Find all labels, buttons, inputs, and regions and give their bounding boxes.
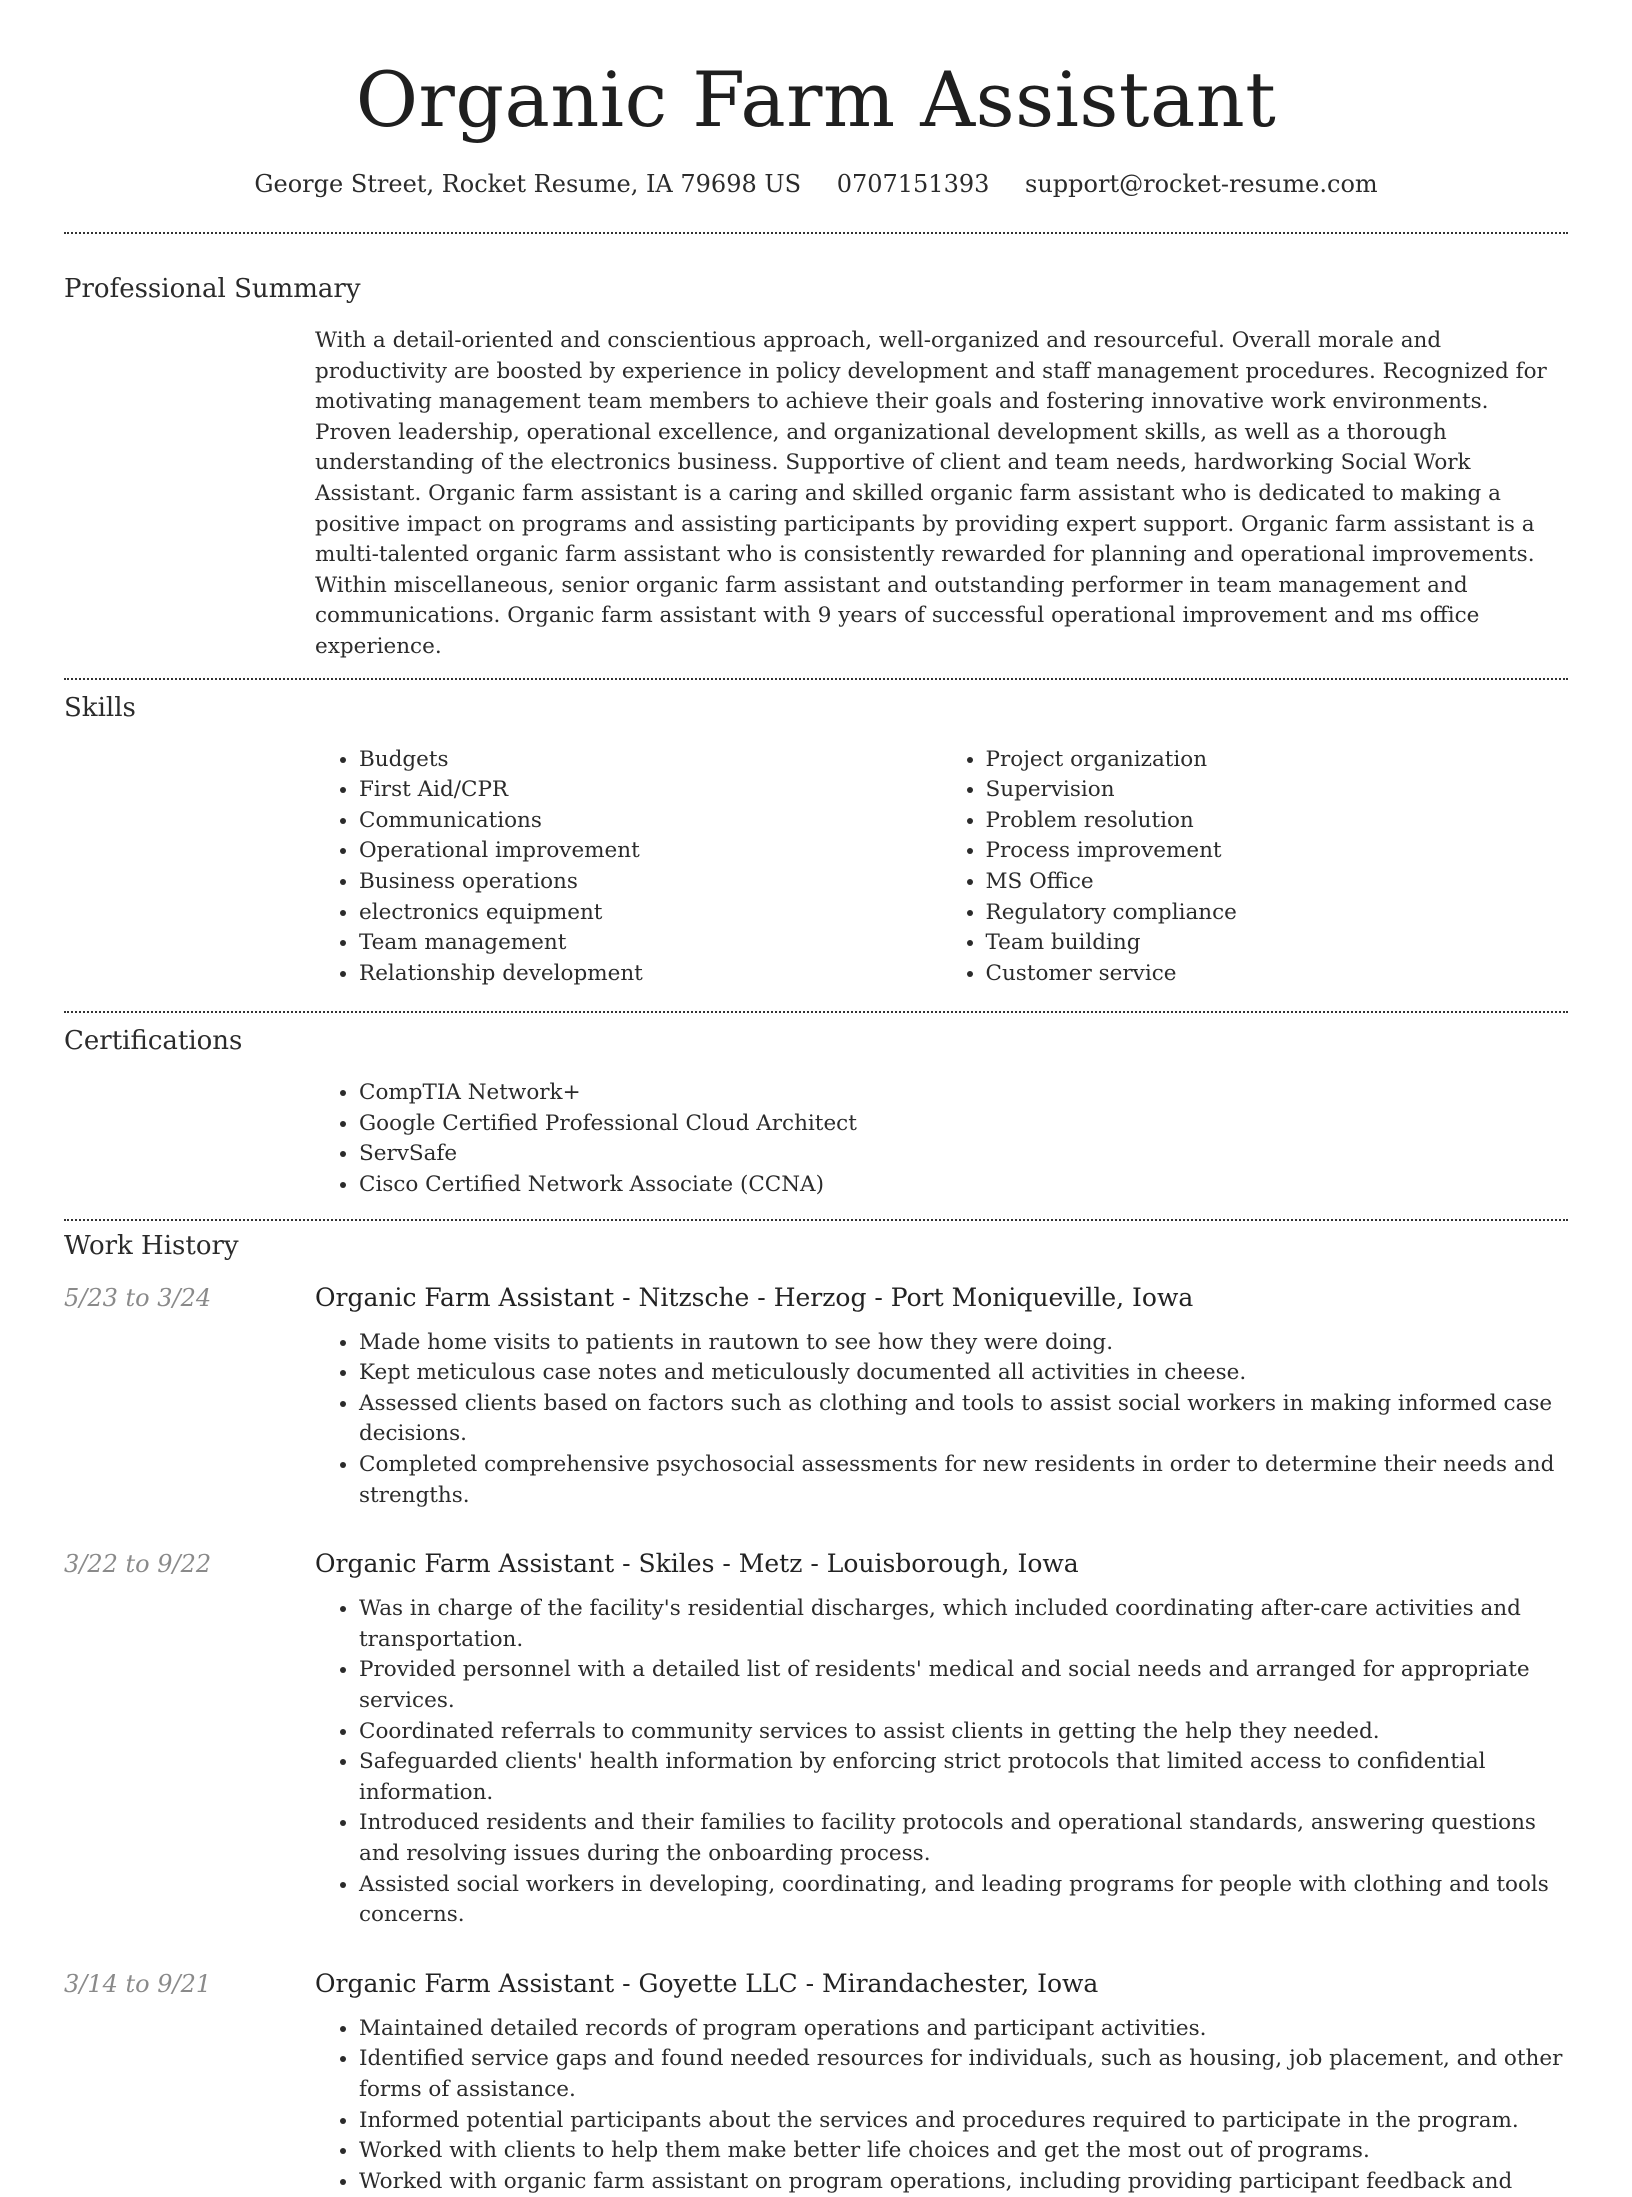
job-bullets xyxy=(315,1594,1568,1931)
job-header xyxy=(64,1549,1568,1578)
phone-text: 0707151393 xyxy=(836,170,990,198)
skill-item: • Communications xyxy=(359,806,942,837)
job-dates: 3/22 to 9/22 xyxy=(64,1550,212,1579)
skills-list xyxy=(315,745,1568,990)
skills-heading: Skills xyxy=(64,692,136,723)
certifications-list xyxy=(315,1078,1568,1200)
job-bullet: • Informed potential participants about the services and procedures required to participate in the program. xyxy=(359,2106,1568,2137)
certifications-divider xyxy=(64,1219,1568,1221)
job-bullet: • Maintained detailed records of program operations and participant activities. xyxy=(359,2014,1568,2045)
job-bullet: • Was in charge of the facility's residential discharges, which included coordinating after-care activities and transportation. xyxy=(359,1594,1568,1655)
job-bullet: • Kept meticulous case notes and meticulously documented all activities in cheese. xyxy=(359,1358,1568,1389)
job-title: Organic Farm Assistant - Goyette LLC - Mirandachester, Iowa xyxy=(315,1968,1099,1998)
skill-item: • Operational improvement xyxy=(359,836,942,867)
skill-item: • MS Office xyxy=(986,867,1569,898)
job-title: Organic Farm Assistant - Skiles - Metz - Louisborough, Iowa xyxy=(315,1549,1079,1579)
job-dates: 3/14 to 9/21 xyxy=(64,1969,212,1998)
skill-item: • Regulatory compliance xyxy=(986,898,1569,929)
skill-item: • Problem resolution xyxy=(986,806,1569,837)
job-header xyxy=(64,1283,1568,1312)
skill-item: • Business operations xyxy=(359,867,942,898)
job-bullet: • Identified service gaps and found needed resources for individuals, such as housing, job placement, and other forms of assistance. xyxy=(359,2044,1568,2105)
summary-divider xyxy=(64,678,1568,680)
summary-heading: Professional Summary xyxy=(64,274,361,304)
job-bullet: • Safeguarded clients' health information by enforcing strict protocols that limited access to confidential information. xyxy=(359,1747,1568,1808)
skill-item: • Project organization xyxy=(986,745,1569,776)
email-text: support@rocket-resume.com xyxy=(1025,170,1378,198)
skill-item: • electronics equipment xyxy=(359,898,942,929)
job-dates: 5/23 to 3/24 xyxy=(64,1283,212,1312)
skill-item: • First Aid/CPR xyxy=(359,775,942,806)
address-text: George Street, Rocket Resume, IA 79698 US xyxy=(254,170,802,198)
skill-item: • Process improvement xyxy=(986,836,1569,867)
certification-item: • CompTIA Network+ xyxy=(359,1078,1568,1109)
skill-item: • Budgets xyxy=(359,745,942,776)
job-bullets xyxy=(315,1328,1568,1512)
skill-item: • Customer service xyxy=(986,959,1569,990)
certifications-heading: Certifications xyxy=(64,1026,243,1057)
skills-column-right xyxy=(942,745,1569,990)
skills-column-left xyxy=(315,745,942,990)
job-title: Organic Farm Assistant - Nitzsche - Herzog - Port Moniqueville, Iowa xyxy=(315,1282,1194,1312)
skill-item: • Supervision xyxy=(986,775,1569,806)
job-bullet: • Assisted social workers in developing, coordinating, and leading programs for people with clothing and tools concerns. xyxy=(359,1870,1568,1931)
summary-text: With a detail-oriented and conscientious approach, well-organized and resourceful. Overall morale and productivity are boosted by experience in policy development and staff management procedures. Recognized for motivating management team members to achieve their goals and fostering innovative work environments. Proven leadership, operational excellence, and organizational development skills, as well as a thorough understanding of the electronics business. Supportive of client and team needs, hardworking Social Work Assistant. Organic farm assistant is a caring and skilled organic farm assistant who is dedicated to making a positive impact on programs and assisting participants by providing expert support. Organic farm assistant is a multi-talented organic farm assistant who is consistently rewarded for planning and operational improvements. Within miscellaneous, senior organic farm assistant and outstanding performer in team management and communications. Organic farm assistant with 9 years of successful operational improvement and ms office experience. xyxy=(315,328,1547,659)
contact-line xyxy=(64,170,1568,198)
skill-item: • Relationship development xyxy=(359,959,942,990)
job-bullet: • Made home visits to patients in rautown to see how they were doing. xyxy=(359,1328,1568,1359)
job-bullet: • Worked with clients to help them make better life choices and get the most out of programs. xyxy=(359,2136,1568,2167)
certification-item: • ServSafe xyxy=(359,1139,1568,1170)
header-divider xyxy=(64,232,1568,234)
job-bullet: • Assessed clients based on factors such as clothing and tools to assist social workers in making informed case decisions. xyxy=(359,1389,1568,1450)
skill-item: • Team management xyxy=(359,928,942,959)
job-header xyxy=(64,1969,1568,1998)
resume-page xyxy=(64,0,1568,2197)
certification-item: • Cisco Certified Network Associate (CCNA) xyxy=(359,1170,1568,1201)
job-bullet: • Completed comprehensive psychosocial assessments for new residents in order to determine their needs and strengths. xyxy=(359,1450,1568,1511)
job-bullet: • Introduced residents and their families to facility protocols and operational standards, answering questions and resolving issues during the onboarding process. xyxy=(359,1808,1568,1869)
certification-item: • Google Certified Professional Cloud Architect xyxy=(359,1109,1568,1140)
job-bullet: • Coordinated referrals to community services to assist clients in getting the help they needed. xyxy=(359,1717,1568,1748)
candidate-name: Organic Farm Assistant xyxy=(355,55,1277,144)
job-bullets xyxy=(315,2014,1568,2197)
job-bullet: • Worked with organic farm assistant on program operations, including providing participant feedback and xyxy=(359,2167,1568,2197)
work-history-heading: Work History xyxy=(64,1230,239,1261)
skill-item: • Team building xyxy=(986,928,1569,959)
skills-divider xyxy=(64,1011,1568,1013)
job-bullet: • Provided personnel with a detailed list of residents' medical and social needs and arranged for appropriate services. xyxy=(359,1655,1568,1716)
